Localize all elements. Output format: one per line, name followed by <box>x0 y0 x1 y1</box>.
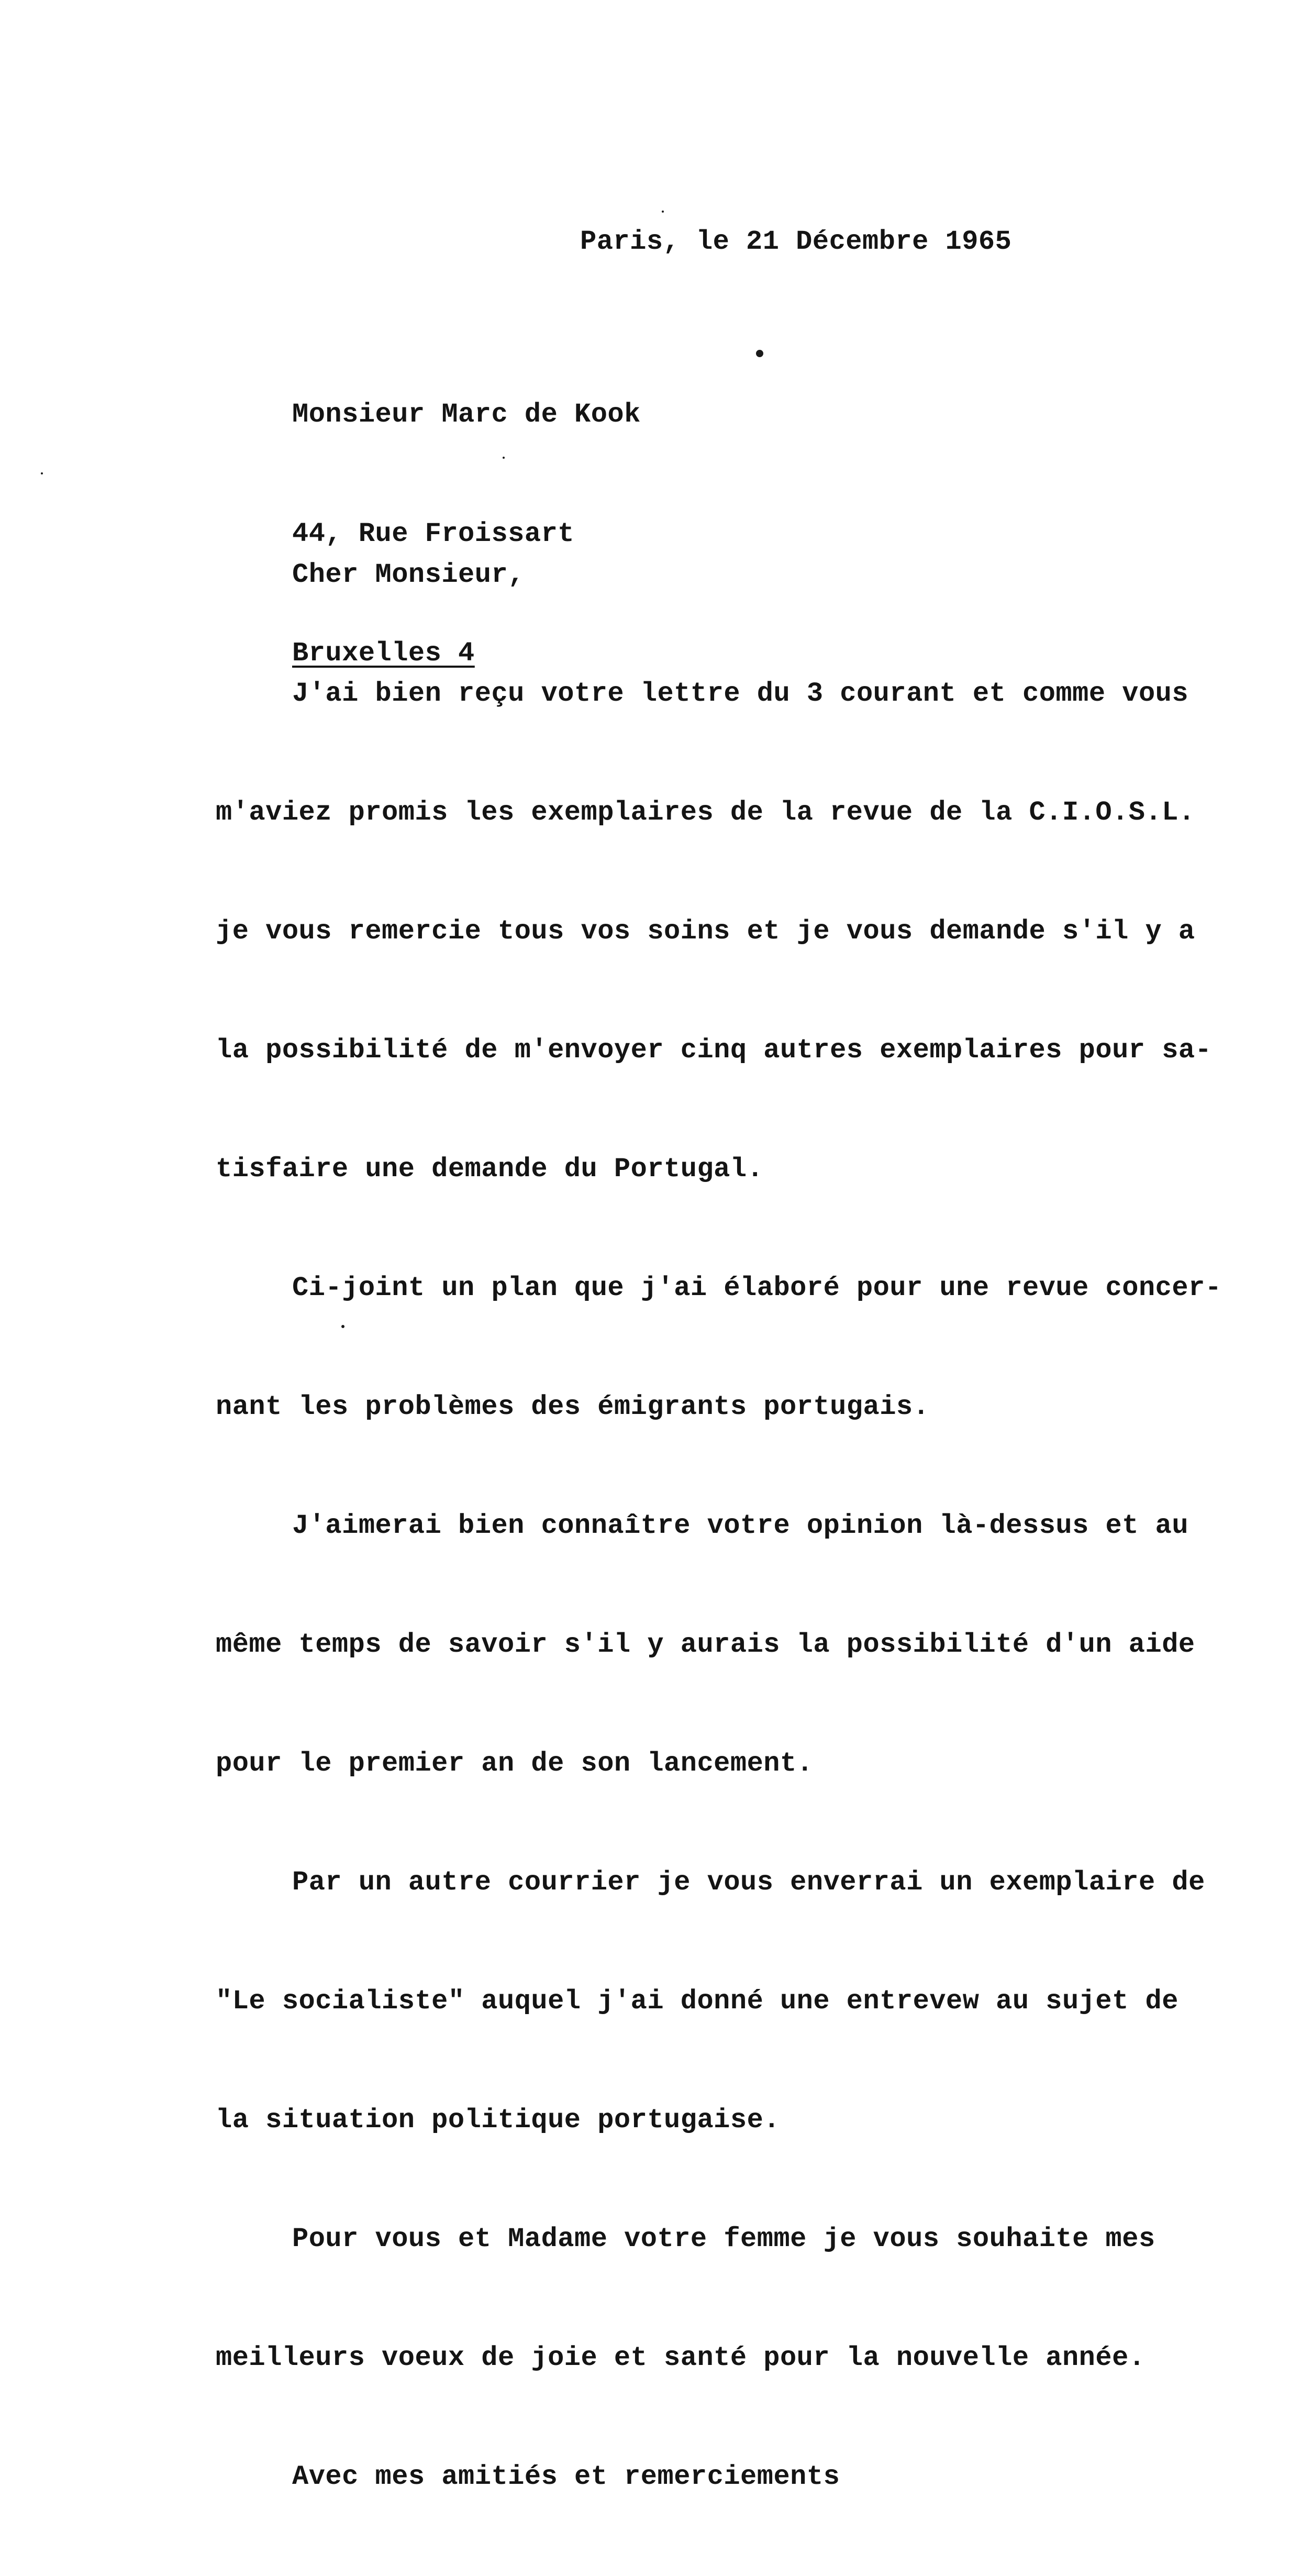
ink-speck <box>41 472 43 474</box>
body-line: "Le socialiste" auquel j'ai donné une entrevew au sujet de <box>216 1986 1178 2017</box>
salutation: Cher Monsieur, <box>292 559 525 590</box>
recipient-street: 44, Rue Froissart <box>292 518 574 549</box>
body-line: J'ai bien reçu votre lettre du 3 courant et comme vous <box>292 678 1189 709</box>
body-line: tisfaire une demande du Portugal. <box>216 1154 764 1185</box>
ink-speck <box>662 211 664 213</box>
body-line: la possibilité de m'envoyer cinq autres exemplaires pour sa- <box>216 1035 1212 1066</box>
recipient-name: Monsieur Marc de Kook <box>292 399 641 430</box>
ink-speck <box>756 350 763 357</box>
body-line: Pour vous et Madame votre femme je vous souhaite mes <box>292 2224 1155 2254</box>
ink-speck <box>341 1325 344 1328</box>
body-line: Par un autre courrier je vous enverrai un exemplaire de <box>292 1867 1205 1898</box>
letter-date: Paris, le 21 Décembre 1965 <box>580 226 1012 257</box>
letter-body <box>216 476 1222 2576</box>
recipient-city: Bruxelles 4 <box>292 638 475 669</box>
body-line: meilleurs voeux de joie et santé pour la nouvelle année. <box>216 2342 1146 2373</box>
body-line: la situation politique portugaise. <box>216 2105 780 2136</box>
ink-speck <box>503 457 505 459</box>
body-line: J'aimerai bien connaître votre opinion là-dessus et au <box>292 1510 1189 1541</box>
body-line: même temps de savoir s'il y aurais la possibilité d'un aide <box>216 1629 1195 1660</box>
body-line: je vous remercie tous vos soins et je vous demande s'il y a <box>216 916 1195 947</box>
body-line: m'aviez promis les exemplaires de la revue de la C.I.O.S.L. <box>216 797 1195 828</box>
body-line: Avec mes amitiés et remerciements <box>292 2461 840 2492</box>
body-line: nant les problèmes des émigrants portugais. <box>216 1391 930 1422</box>
body-line: pour le premier an de son lancement. <box>216 1748 814 1779</box>
body-line: Ci-joint un plan que j'ai élaboré pour une revue concer- <box>292 1273 1222 1303</box>
